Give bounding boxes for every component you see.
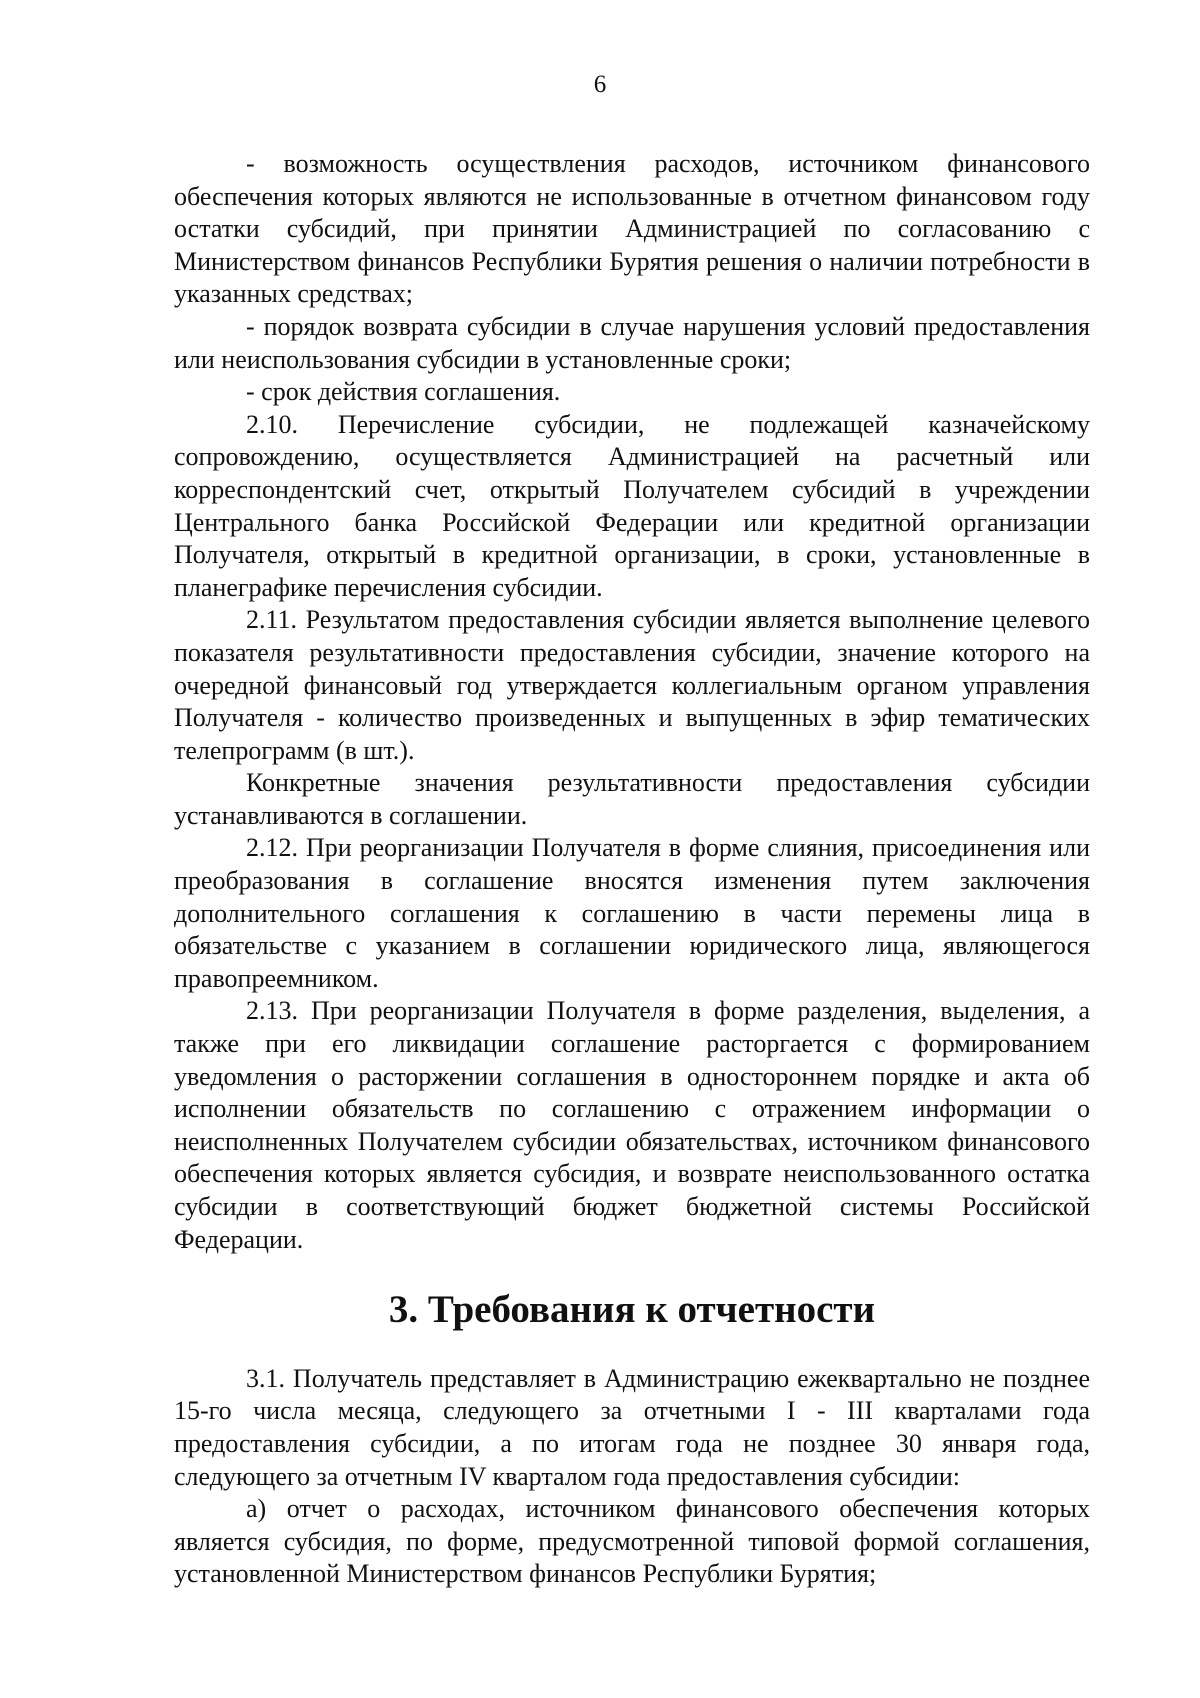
document-body (174, 148, 1090, 1591)
paragraph-2-12: 2.12. При реорганизации Получателя в форме слияния, присоединения или преобразования в соглашение вносятся изменения путем заключения дополнительного соглашения к соглашению в части перемены лица в обязательстве с указанием в соглашении юридического лица, являющегося правопреемником. (174, 833, 1090, 993)
paragraph-2-10: 2.10. Перечисление субсидии, не подлежащей казначейскому сопровождению, осуществляется Администрацией на расчетный или корреспондентский счет, открытый Получателем субсидий в учреждении Центрального банка Российской Федерации или кредитной организации Получателя, открытый в кредитной организации, в сроки, установленные в планеграфике перечисления субсидии. (174, 409, 1090, 602)
paragraph-3-1-a: а) отчет о расходах, источником финансового обеспечения которых является субсидия, по форме, предусмотренной типовой формой соглашения, установленной Министерством финансов Республики Бурятия; (174, 1494, 1090, 1589)
paragraph-result-values: Конкретные значения результативности предоставления субсидии устанавливаются в соглашении. (174, 768, 1090, 830)
paragraph-expense-possibility: - возможность осуществления расходов, источником финансового обеспечения которых являются не использованные в отчетном финансовом году остатки субсидий, при принятии Администрацией по согласованию с Министерством финансов Республики Бурятия решения о наличии потребности в указанных средствах; (174, 149, 1090, 309)
paragraph-3-1: 3.1. Получатель представляет в Администрацию ежеквартально не позднее 15-го числа месяца, следующего за отчетными I - III кварталами года предоставления субсидии, а по итогам года не позднее 30 января года, следующего за отчетным IV кварталом года предоставления субсидии: (174, 1363, 1090, 1491)
page-number: 6 (593, 71, 607, 98)
paragraph-2-13: 2.13. При реорганизации Получателя в форме разделения, выделения, а также при его ликвидации соглашение расторгается с формированием уведомления о расторжении соглашения в одностороннем порядке и акта об исполнении обязательств по соглашению с отражением информации о неисполненных Получателем субсидии обязательствах, источником финансового обеспечения которых является субсидия, и возврате неиспользованного остатка субсидии в соответствующий бюджет бюджетной системы Российской Федерации. (174, 996, 1090, 1254)
paragraph-return-procedure: - порядок возврата субсидии в случае нарушения условий предоставления или неиспользования субсидии в установленные сроки; (174, 311, 1090, 374)
paragraph-2-11: 2.11. Результатом предоставления субсидии является выполнение целевого показателя результативности предоставления субсидии, значение которого на очередной финансовый год утверждается коллегиальным органом управления Получателя - количество произведенных и выпущенных в эфир тематических телепрограмм (в шт.). (174, 605, 1090, 765)
section-heading: 3. Требования к отчетности (388, 1288, 876, 1332)
paragraph-agreement-term: - срок действия соглашения. (246, 377, 561, 407)
